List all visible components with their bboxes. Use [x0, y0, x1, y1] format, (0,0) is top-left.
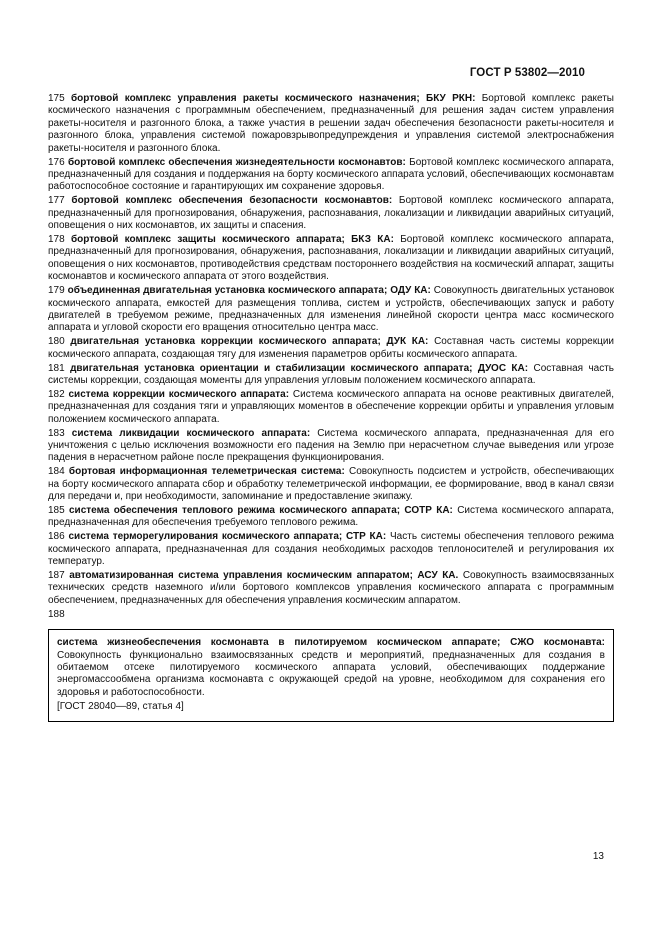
term-abbreviation: ОДУ КА: [390, 285, 431, 297]
term-entry [48, 428, 614, 465]
term-entry [48, 570, 614, 607]
term-title: автоматизированная система управления космическим аппаратом; [69, 570, 413, 582]
term-definition: Совокупность функционально взаимосвязанных средств и мероприятий, предназначенных для создания в обитаемом отсеке пилотируемого космического аппарата условий, обеспечивающих поддержание энергомассообмена организма космонавта с окружающей средой на уровне, необходимом для сохранения его здоровья и работоспособности. [57, 649, 605, 698]
term-number: 179 [48, 285, 65, 297]
term-definition: Совокупность взаимосвязанных технических средств наземного и/или бортового комплексов управления космического аппарата с программным обеспечением, предназначенных для обеспечения управления космическим аппаратом. [48, 570, 614, 606]
term-definition: Совокупность двигательных установок космического аппарата, емкостей для размещения топлива, систем и устройств, обеспечивающих запуск и работу двигателей в требуемом режиме, предназначенных для изменения линейной скорости центра масс космического аппарата и угловой скорости его вращения относительно центра масс. [48, 285, 614, 334]
term-entry [48, 466, 614, 503]
boxed-term-text [57, 637, 605, 699]
term-definition: Система космического аппарата, предназначенная для его уничтожения с целью исключения возможности его падения на Землю при нерасчетном случае выведения или угрозе падения в нерасчетном районе после прекращения функционирования. [48, 427, 615, 464]
term-number: 180 [48, 336, 65, 348]
document-body [48, 93, 614, 722]
term-title: система ликвидации космического аппарата: [71, 427, 311, 439]
term-number: 181 [48, 362, 65, 374]
term-definition: Составная часть системы коррекции космического аппарата, создающая тягу для изменения параметров орбиты космического аппарата. [48, 336, 614, 360]
term-title: бортовой комплекс управления ракеты космического назначения; [71, 93, 420, 104]
term-abbreviation: СТР КА: [346, 531, 387, 543]
term-abbreviation: ДУК КА: [386, 336, 429, 348]
term-title: объединенная двигательная установка космического аппарата; [67, 285, 388, 297]
term-abbreviation: БКУ РКН: [426, 93, 476, 104]
term-abbreviation: СЖО космонавта: [510, 637, 605, 649]
source-reference: [ГОСТ 28040—89, статья 4] [57, 701, 184, 713]
term-title: двигательная установка коррекции космического аппарата; [70, 336, 381, 348]
term-title: система жизнеобеспечения космонавта в пилотируемом космическом аппарате; [57, 637, 501, 649]
term-number: 178 [48, 233, 65, 245]
term-entry [48, 195, 614, 232]
term-definition: Часть системы обеспечения теплового режима космического аппарата, предназначенная для создания необходимых расходов теплоносителей и регулирования их температур. [48, 531, 614, 568]
term-number: 176 [48, 156, 65, 168]
term-entry [48, 363, 614, 388]
term-number: 182 [48, 388, 65, 400]
term-definition: Составная часть системы коррекции, создающая моменты для управления угловым положением космического аппарата. [48, 362, 615, 386]
boxed-term-188 [48, 629, 614, 721]
term-number: 175 [48, 93, 65, 104]
term-number: 185 [48, 505, 65, 516]
term-entry [48, 285, 614, 335]
term-definition: Бортовой комплекс космического аппарата, предназначенный для прогнозирования, обнаружения, распознавания, локализации и ликвидации аварийных ситуаций, оповещения о них космонавтов, противодействия средствам постороннего воздействия на космический аппарат, защиты космонавтов и космического аппарата от этого воздействия. [48, 233, 615, 283]
term-title: бортовой комплекс защиты космического аппарата; [70, 233, 345, 245]
term-number: 184 [48, 466, 65, 478]
term-abbreviation: ДУОС КА: [477, 362, 529, 374]
document-header: ГОСТ Р 53802—2010 [469, 67, 585, 79]
term-abbreviation: СОТР КА: [404, 505, 453, 516]
term-entry [48, 389, 614, 426]
term-title: бортовая информационная телеметрическая система: [68, 466, 345, 478]
term-title: система коррекции космического аппарата: [68, 388, 290, 400]
term-title: бортовой комплекс обеспечения безопасности космонавтов: [71, 195, 393, 207]
terms-list [48, 93, 614, 607]
term-entry [48, 93, 614, 155]
term-title: система обеспечения теплового режима космического аппарата; [68, 505, 401, 516]
term-number: 186 [48, 531, 65, 543]
term-number: 183 [48, 427, 65, 439]
term-abbreviation: АСУ КА. [417, 570, 459, 582]
term-title: система терморегулирования космического аппарата; [68, 531, 343, 543]
term-entry [48, 336, 614, 361]
term-definition: Бортовой комплекс ракеты космического назначения с программным обеспечением, предназначенный для решения задач систем управления ракеты-носителя и разгонного блока, а также участия в решении задач обеспечения безопасности ракеты-носителя и разгонного блока, управления системой пожаровзрывопредупреждения и управления системой электроснабжения ракеты-носителя и разгонного блока. [48, 93, 614, 154]
term-definition: Бортовой комплекс космического аппарата, предназначенный для создания и поддержания на борту космического аппарата условий, обеспечивающих космонавтам работоспособное состояние и гарантирующих им сохранение здоровья. [48, 156, 615, 193]
term-number-188: 188 [48, 608, 65, 620]
term-entry [48, 157, 614, 194]
term-entry [48, 505, 614, 530]
page-number: 13 [592, 851, 604, 862]
term-definition: Бортовой комплекс космического аппарата, предназначенный для прогнозирования, обнаружения, распознавания, локализации и ликвидации аварийных ситуаций, оповещения о них космонавтов, их защиты и спасения. [48, 195, 615, 232]
term-definition: Система космического аппарата, предназначенная для обеспечения требуемого теплового режима. [48, 505, 615, 529]
term-title: бортовой комплекс обеспечения жизнедеятельности космонавтов: [67, 156, 406, 168]
term-entry [48, 234, 614, 284]
term-number: 187 [48, 570, 65, 582]
term-abbreviation: БКЗ КА: [351, 233, 394, 245]
term-entry [48, 531, 614, 568]
term-definition: Совокупность подсистем и устройств, обеспечивающих на борту космического аппарата сбор и обработку телеметрической информации, ее формирование, ввод в канал связи для передачи и, при необходимости, запоминание и предоставление экипажу. [48, 466, 614, 503]
term-number: 177 [48, 195, 65, 207]
term-title: двигательная установка ориентации и стабилизации космического аппарата; [70, 362, 473, 374]
term-definition: Система космического аппарата на основе реактивных двигателей, предназначенная для создания тяги и управляющих моментов в обеспечение коррекции орбиты и управления угловым положением космического аппарата. [48, 388, 614, 425]
